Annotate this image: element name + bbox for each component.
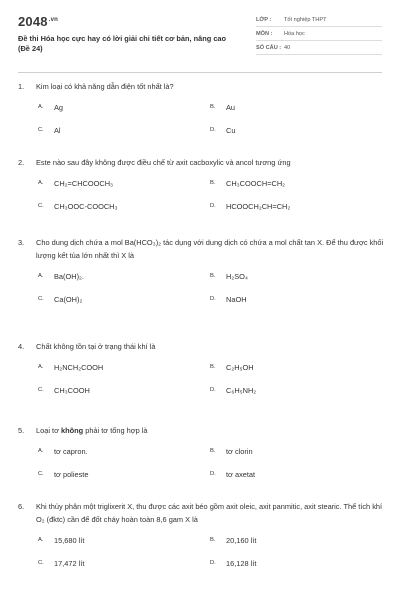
option-letter: C. — [38, 471, 44, 477]
option-text: H₂SO₄ — [226, 272, 248, 281]
meta-value: Hóa học — [284, 31, 305, 37]
option-text: H₂NCH₂COOH — [54, 363, 104, 372]
option-text: CH₃OOC-COOCH₃ — [54, 202, 118, 211]
option-a[interactable] — [38, 270, 84, 283]
meta-row-count — [256, 42, 382, 55]
meta-key: MÔN : — [256, 31, 273, 37]
option-a[interactable] — [38, 361, 103, 374]
option-letter: C. — [38, 560, 44, 566]
answer-options — [18, 534, 386, 580]
question-number: 4. — [18, 342, 25, 351]
question-number: 6. — [18, 502, 25, 511]
option-text: 16,128 lít — [226, 559, 257, 568]
option-letter: C. — [38, 203, 44, 209]
option-a[interactable] — [38, 177, 113, 190]
option-text: CH₃COOH — [54, 386, 90, 395]
option-a[interactable] — [38, 534, 84, 547]
question-number: 1. — [18, 82, 25, 91]
option-b[interactable] — [210, 361, 254, 374]
meta-row-class — [256, 14, 382, 27]
answer-options — [18, 101, 386, 147]
option-text: 17,472 lít — [54, 559, 85, 568]
option-letter: D. — [210, 471, 216, 477]
question-text: Chất không tồn tại ở trạng thái khí là — [36, 342, 156, 351]
option-text: tơ capron. — [54, 447, 88, 456]
option-c[interactable] — [38, 293, 82, 306]
option-text: C₆H₅NH₂ — [226, 386, 257, 395]
option-letter: B. — [210, 537, 216, 543]
option-text: 20,160 lít — [226, 536, 257, 545]
option-letter: B. — [210, 180, 216, 186]
question-text-emphasis: không — [60, 426, 84, 435]
option-b[interactable] — [210, 445, 253, 458]
option-d[interactable] — [210, 124, 235, 137]
option-letter: D. — [210, 296, 216, 302]
question-number: 5. — [18, 426, 25, 435]
option-letter: A. — [38, 273, 44, 279]
option-letter: D. — [210, 127, 216, 133]
option-c[interactable] — [38, 468, 88, 481]
question-number: 3. — [18, 238, 25, 247]
question-number: 2. — [18, 158, 25, 167]
option-text: Cu — [226, 126, 236, 135]
option-text: Au — [226, 103, 236, 112]
option-text: Al — [54, 126, 61, 135]
exam-meta — [256, 14, 382, 56]
option-letter: A. — [38, 448, 44, 454]
option-letter: C. — [38, 127, 44, 133]
document-title-line1: Đề thi Hóa học cực hay có lời giải chi tiết cơ bản, nâng cao — [18, 34, 227, 43]
question-text: Cho dung dịch chứa a mol Ba(HCO₃)₂ tác dụng với dung dịch có chứa a mol chất tan X. Để thu được khối lượng kết tủa lớn nhất thì X là — [36, 238, 384, 260]
option-letter: D. — [210, 387, 216, 393]
meta-key: LỚP : — [256, 17, 272, 23]
option-letter: C. — [38, 296, 44, 302]
question-1 — [18, 80, 386, 147]
option-a[interactable] — [38, 101, 63, 114]
question-text — [36, 424, 386, 437]
option-letter: B. — [210, 104, 216, 110]
question-text: Este nào sau đây không được điều chế từ axit cacboxylic và ancol tương ứng — [36, 158, 291, 167]
option-a[interactable] — [38, 445, 88, 458]
header-divider — [18, 72, 382, 73]
option-c[interactable] — [38, 200, 118, 213]
logo-suffix: .vn — [48, 16, 59, 23]
option-letter: A. — [38, 537, 44, 543]
option-text: C₂H₅OH — [226, 363, 254, 372]
site-logo[interactable] — [18, 14, 58, 29]
option-b[interactable] — [210, 101, 235, 114]
option-b[interactable] — [210, 534, 256, 547]
option-letter: A. — [38, 364, 44, 370]
question-5 — [18, 424, 386, 491]
option-text: tơ axetat — [226, 470, 256, 479]
question-4 — [18, 340, 386, 407]
option-text: tơ clorin — [226, 447, 253, 456]
option-b[interactable] — [210, 270, 248, 283]
option-letter: D. — [210, 203, 216, 209]
option-letter: A. — [38, 104, 44, 110]
option-c[interactable] — [38, 124, 61, 137]
option-letter: A. — [38, 180, 44, 186]
answer-options — [18, 445, 386, 491]
document-title-line2: (Đề 24) — [18, 44, 43, 53]
option-b[interactable] — [210, 177, 285, 190]
question-text-start: Loại tơ — [36, 426, 61, 435]
option-c[interactable] — [38, 384, 90, 397]
option-text: 15,680 lít — [54, 536, 85, 545]
option-text: NaOH — [226, 295, 247, 304]
option-letter: B. — [210, 364, 216, 370]
meta-row-subject — [256, 28, 382, 41]
option-text: tơ polieste — [54, 470, 89, 479]
document-title — [18, 34, 248, 54]
option-c[interactable] — [38, 557, 84, 570]
question-3 — [18, 236, 386, 316]
question-text: Kim loại có khả năng dẫn điện tốt nhất là? — [36, 82, 174, 91]
question-text-end: phải tơ tổng hợp là — [83, 426, 148, 435]
meta-value: 40 — [284, 45, 291, 51]
logo-text: 2048 — [18, 14, 48, 29]
answer-options — [18, 361, 386, 407]
option-text: CH₂=CHCOOCH₃ — [54, 179, 114, 188]
question-6 — [18, 500, 386, 580]
option-letter: B. — [210, 273, 216, 279]
question-text: Khi thủy phân một triglixerit X, thu được các axit béo gồm axit oleic, axit panmitic, axit stearic. Thể tích khí O₂ (đktc) cần để đốt cháy hoàn toàn 8,6 gam X là — [36, 502, 383, 524]
option-d[interactable] — [210, 293, 247, 306]
option-text: CH₃COOCH=CH₂ — [226, 179, 286, 188]
option-text: Ca(OH)₂ — [54, 295, 83, 304]
answer-options — [18, 177, 386, 223]
option-letter: B. — [210, 448, 216, 454]
option-d[interactable] — [210, 200, 290, 213]
option-d[interactable] — [210, 557, 256, 570]
meta-key: SỐ CÂU : — [256, 45, 282, 51]
option-text: Ba(OH)₂. — [54, 272, 84, 281]
option-d[interactable] — [210, 468, 255, 481]
answer-options — [18, 270, 386, 316]
option-text: HCOOCH₂CH=CH₂ — [226, 202, 291, 211]
option-text: Ag — [54, 103, 64, 112]
meta-value: Tốt nghiệp THPT — [284, 17, 327, 23]
option-d[interactable] — [210, 384, 256, 397]
option-letter: D. — [210, 560, 216, 566]
question-2 — [18, 156, 386, 223]
option-letter: C. — [38, 387, 44, 393]
